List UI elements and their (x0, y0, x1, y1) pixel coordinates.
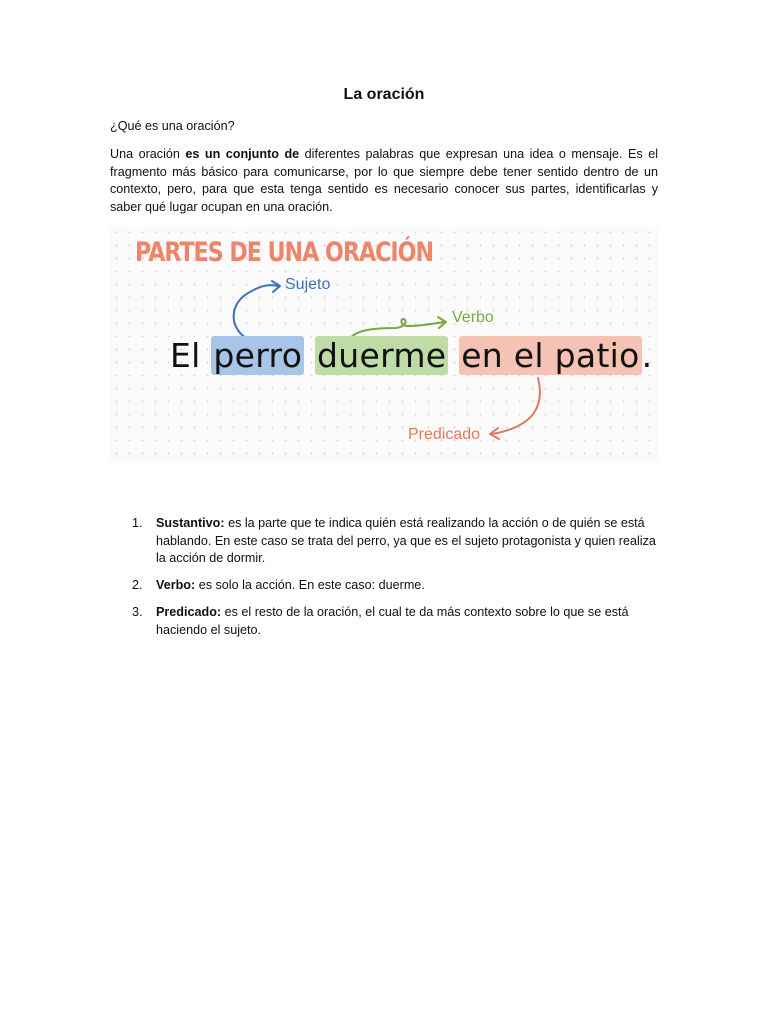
list-term: Sustantivo: (156, 516, 225, 530)
verbo-label: Verbo (452, 309, 494, 326)
intro-paragraph (110, 146, 658, 216)
page-title: La oración (343, 86, 425, 103)
list-number: 2. (132, 578, 143, 592)
predicado-arrow (492, 378, 540, 434)
list-number: 1. (132, 516, 143, 530)
intro-text-end: diferentes palabras que expresan una idea o mensaje. Es el fragmento más básico para comunicarse, por lo que siempre debe tener sentido dentro de un contexto, pero, para que esta tenga sentido es necesario conocer sus partes, identificarlas y saber qué lugar ocupan en una oración. (110, 147, 658, 214)
list-item (110, 515, 658, 568)
list-item (110, 577, 658, 595)
list-term: Predicado: (156, 605, 222, 619)
sentence-word-el: El (170, 336, 201, 375)
predicado-label: Predicado (408, 426, 481, 443)
list-number: 3. (132, 605, 143, 619)
figure-title: PARTES DE UNA ORACIÓN (135, 237, 434, 268)
parts-list (110, 515, 658, 649)
intro-bold-text: es un conjunto de (185, 147, 300, 161)
list-text: es el resto de la oración, el cual te da más contexto sobre lo que se está haciendo el sujeto. (156, 605, 629, 637)
sentence-period: . (641, 336, 653, 375)
sentence-parts-figure (110, 226, 658, 462)
list-item (110, 604, 658, 639)
sujeto-arrow (234, 285, 278, 338)
example-sentence (170, 336, 652, 375)
list-term: Verbo: (156, 578, 196, 592)
sujeto-label: Sujeto (285, 276, 331, 293)
question-text: ¿Qué es una oración? (110, 119, 235, 133)
intro-text-start: Una oración (110, 147, 186, 161)
sentence-verb-highlight: duerme (317, 336, 447, 375)
sentence-subject-highlight: perro (213, 336, 303, 375)
list-text: es la parte que te indica quién está realizando la acción o de quién se está hablando. En este caso se trata del perro, ya que es el sujeto protagonista y quien realiza la acción de dormir. (156, 516, 656, 565)
sentence-predicate-highlight: en el patio (461, 336, 640, 375)
list-text: es solo la acción. En este caso: duerme. (195, 578, 425, 592)
